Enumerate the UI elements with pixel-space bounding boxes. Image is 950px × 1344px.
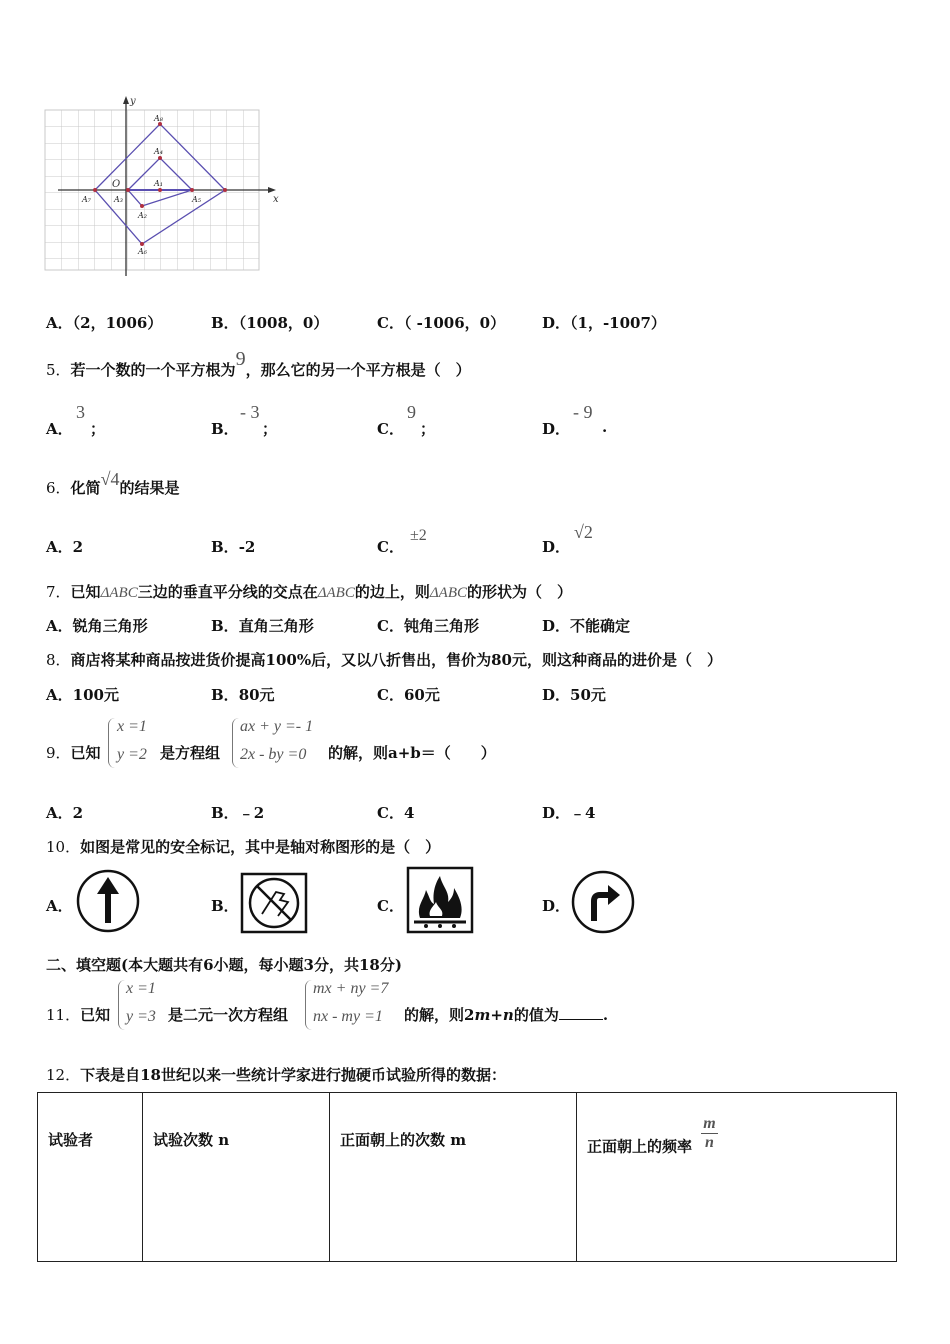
table-header-row	[38, 1093, 897, 1262]
q9-equation-2: 2x - by =0	[240, 746, 307, 763]
q4-option-b: B．（1008，0）	[211, 314, 329, 332]
header-experimenter: 试验者	[38, 1093, 143, 1262]
q5-option-a-math: 3	[76, 402, 85, 422]
q6-option-a: A．2	[46, 538, 84, 556]
q11-stem-3: 的解，则2m+n的值为 .	[404, 1006, 609, 1024]
header-heads-frequency: 正面朝上的频率 $\frac{m}{n}$	[577, 1093, 897, 1262]
q9-option-a: A．2	[46, 804, 84, 822]
q9-equation-1: ax + y =- 1	[240, 718, 314, 735]
q6-option-c: C．	[377, 538, 404, 556]
coordinate-grid-figure	[40, 92, 290, 282]
no-phone-sign-icon	[240, 872, 308, 934]
q4-option-a: A．（2，1006）	[46, 314, 163, 332]
point-label: A₅	[192, 195, 201, 204]
frequency-fraction: $\frac{m}{n}$	[703, 1115, 716, 1151]
q5-option-d-math: - 9	[573, 402, 593, 422]
q5-option-c-tail: ；	[420, 420, 436, 438]
q9-solution-x: x =1	[117, 718, 147, 735]
q5-option-b: B．	[211, 420, 239, 438]
point-label: A₆	[138, 247, 147, 256]
q6-option-d-math: √2	[574, 522, 593, 542]
q5-option-d-tail: .	[602, 418, 608, 436]
q11-solution-x: x =1	[126, 980, 156, 997]
header-trials: 试验次数 n	[143, 1093, 330, 1262]
q8-stem: 8．商店将某种商品按进货价提高100%后，又以八折售出，售价为80元，则这种商品的进价是（ ）	[46, 651, 722, 669]
q10-option-a: A．	[46, 897, 73, 915]
q8-option-b: B．80元	[211, 686, 275, 704]
x-axis-label: x	[273, 194, 279, 205]
q11-solution-y: y =3	[126, 1008, 156, 1025]
q8-option-a: A．100元	[46, 686, 119, 704]
q7-option-b: B．直角三角形	[211, 617, 314, 635]
q5-option-b-tail: ；	[262, 420, 278, 438]
q11-number: 11．已知	[46, 1006, 111, 1024]
q5-option-b-math: - 3	[240, 402, 260, 422]
q9-number: 9．已知	[46, 744, 101, 762]
point-label: A₄	[154, 147, 163, 156]
flammable-sign-icon	[406, 866, 474, 934]
q5-option-c: C．	[377, 420, 404, 438]
q9-option-b: B．﹣2	[211, 804, 265, 822]
q8-option-c: C．60元	[377, 686, 440, 704]
q8-option-d: D．50元	[542, 686, 606, 704]
q5-stem: 5．若一个数的一个平方根为9，那么它的另一个平方根是（ ）	[46, 348, 471, 379]
header-heads-count: 正面朝上的次数 m	[330, 1093, 577, 1262]
q9-stem-3: 的解，则a+b＝（ ）	[328, 744, 496, 762]
q10-option-b: B．	[211, 897, 239, 915]
q5-option-a-tail: ；	[90, 420, 106, 438]
answer-blank[interactable]	[559, 1005, 603, 1020]
q9-option-d: D．﹣4	[542, 804, 596, 822]
q6-option-b: B．-2	[211, 538, 256, 556]
q10-option-c: C．	[377, 897, 404, 915]
point-label: A₁	[154, 179, 163, 188]
q9-stem-2: 是方程组	[160, 744, 221, 762]
q5-option-c-math: 9	[407, 402, 416, 422]
q10-option-d: D．	[542, 897, 571, 915]
q4-option-c: C．（ -1006，0）	[377, 314, 506, 332]
y-axis-label: y	[130, 96, 136, 107]
q7-stem: 7．已知ΔABC三边的垂直平分线的交点在ΔABC的边上，则ΔABC的形状为（ ）	[46, 583, 573, 601]
q10-stem: 10．如图是常见的安全标记，其中是轴对称图形的是（ ）	[46, 838, 441, 856]
q5-option-a: A．	[46, 420, 73, 438]
point-label: A₈	[154, 114, 163, 123]
q6-option-d: D．	[542, 538, 571, 556]
q9-solution-y: y =2	[117, 746, 147, 763]
point-label: A₃	[114, 195, 123, 204]
q11-stem-2: 是二元一次方程组	[168, 1006, 289, 1024]
point-label: A₂	[138, 211, 147, 220]
q11-equation-1: mx + ny =7	[313, 980, 389, 997]
q6-option-c-math: ±2	[410, 527, 427, 544]
origin-label: O	[112, 179, 121, 190]
q7-option-c: C．钝角三角形	[377, 617, 479, 635]
q6-stem: 6．化简√4的结果是	[46, 469, 180, 497]
q5-option-d: D．	[542, 420, 571, 438]
coin-toss-table	[37, 1092, 897, 1262]
up-arrow-sign-icon	[75, 868, 141, 934]
q7-option-a: A．锐角三角形	[46, 617, 148, 635]
q9-option-c: C．4	[377, 804, 415, 822]
point-label: A₇	[82, 195, 91, 204]
section-2-title: 二、填空题(本大题共有6小题，每小题3分，共18分)	[46, 956, 402, 974]
q4-option-d: D．（1，-1007）	[542, 314, 666, 332]
q12-stem: 12．下表是自18世纪以来一些统计学家进行抛硬币试验所得的数据：	[46, 1066, 506, 1084]
q11-equation-2: nx - my =1	[313, 1008, 383, 1025]
right-turn-sign-icon	[570, 869, 636, 935]
q7-option-d: D．不能确定	[542, 617, 631, 635]
